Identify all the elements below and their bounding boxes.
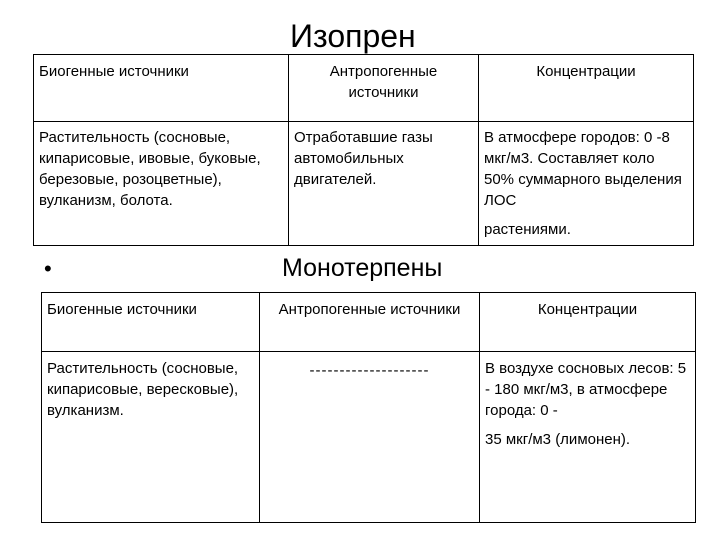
header-concentrations: Концентрации (479, 55, 694, 122)
concentration-text-last-line: растениями. (484, 221, 571, 238)
cell-concentrations (479, 122, 694, 246)
header-biogenic-sources: Биогенные источники (42, 293, 260, 352)
header-anthropogenic-sources: Антропогенные источники (260, 293, 480, 352)
bullet-marker: • (44, 256, 52, 281)
isoprene-table (33, 54, 694, 246)
cell-anthropogenic-sources: Отработавшие газы автомобильных двигателей. (289, 122, 479, 246)
monoterpenes-table (41, 292, 696, 523)
cell-biogenic-sources: Растительность (сосновые, кипарисовые, ивовые, буковые, березовые, розоцветные), вулканизм, болота. (34, 122, 289, 246)
header-biogenic-sources: Биогенные источники (34, 55, 289, 122)
table-header-row (34, 55, 694, 122)
table-row (42, 352, 696, 523)
empty-value-dashes: -------------------- (309, 362, 430, 379)
cell-anthropogenic-sources (260, 352, 480, 523)
monoterpenes-title: Монотерпены (282, 254, 443, 282)
header-concentrations: Концентрации (480, 293, 696, 352)
table-header-row (42, 293, 696, 352)
cell-concentrations (480, 352, 696, 523)
concentration-text: В воздухе сосновых лесов: 5 - 180 мкг/м3, в атмосфере города: 0 - (485, 360, 687, 419)
concentration-text: В атмосфере городов: 0 -8 мкг/м3. Составляет коло 50% суммарного выделения ЛОС (484, 129, 682, 209)
table-row (34, 122, 694, 246)
header-anthropogenic-sources: Антропогенные источники (289, 55, 479, 122)
isoprene-title: Изопрен (290, 18, 416, 54)
cell-biogenic-sources: Растительность (сосновые, кипарисовые, вересковые), вулканизм. (42, 352, 260, 523)
concentration-text-last-line: 35 мкг/м3 (лимонен). (485, 431, 631, 448)
